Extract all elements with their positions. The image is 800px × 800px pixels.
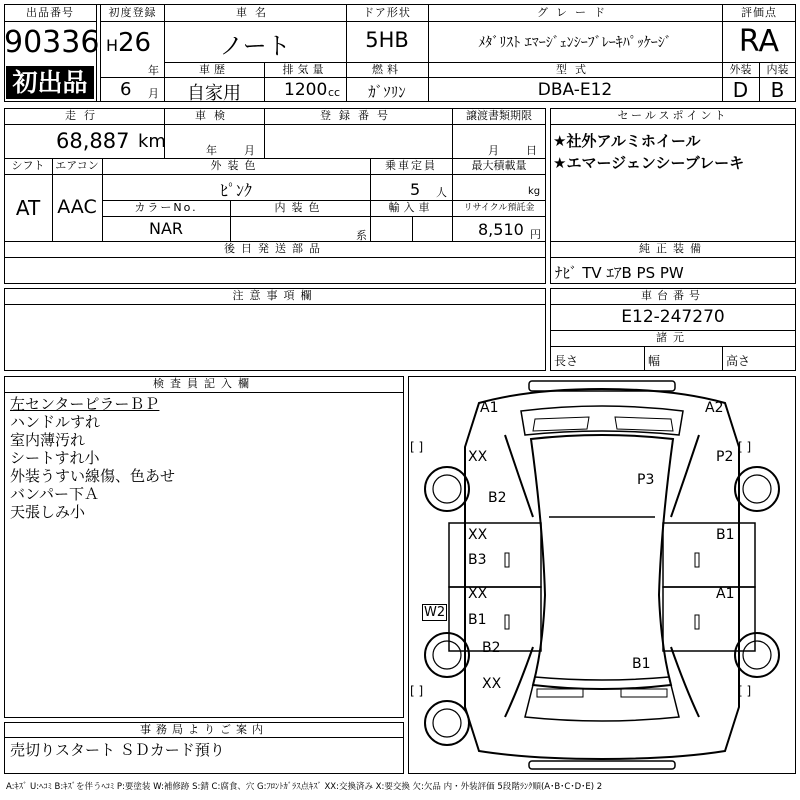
later-parts-label: 後日発送部品: [224, 242, 326, 255]
mark-w2-left-pillar: W2: [424, 605, 446, 620]
transfer-deadline-label: 譲渡書類期限: [466, 109, 532, 122]
chassis-number-label: 車台番号: [641, 289, 705, 302]
interior-label: 内装: [766, 63, 789, 76]
fuel: ｶﾞｿﾘﾝ: [368, 83, 406, 101]
mark-xx-front-left: XX: [468, 449, 488, 465]
shift: AT: [15, 196, 41, 220]
transfer-month-unit: 月: [488, 144, 499, 157]
mileage: 68,887: [56, 129, 130, 153]
capacity-unit: 人: [436, 186, 447, 199]
aircon: AAC: [57, 196, 97, 218]
lot-number-label: 出品番号: [4, 4, 96, 22]
exterior-color: ﾋﾟﾝｸ: [219, 181, 252, 200]
capacity: 5: [410, 180, 421, 199]
first-listing-badge: 初出品: [6, 66, 94, 99]
sales-point-1: ★社外アルミホイール: [553, 132, 701, 150]
transfer-day-unit: 日: [526, 144, 537, 157]
mark-b1-rear: B1: [632, 656, 651, 672]
mileage-unit: km: [138, 131, 166, 152]
score-label: 評価点: [722, 4, 796, 22]
car-name-label: 車名: [164, 4, 346, 22]
mark-xx-rear-left: XX: [482, 676, 502, 692]
office-label: 事務局よりご案内: [140, 723, 268, 736]
mark-b2-rear-left: B2: [482, 640, 501, 656]
capacity-label: 乗車定員: [385, 159, 437, 172]
door-type-label: ドア形状: [346, 4, 428, 22]
sales-point-label: セールスポイント: [617, 109, 729, 122]
score: RA: [738, 24, 780, 59]
standard-equipment: ﾅﾋﾞ TV ｴｱB PS PW: [555, 264, 684, 282]
office-note: 売切りスタート ＳＤカード預り: [10, 741, 225, 759]
year-unit: 年: [148, 64, 159, 77]
inspection-label: 車検: [195, 109, 233, 122]
mark-a1-right-rear-door: A1: [716, 586, 735, 602]
tire-bracket-front-right: [ ]: [738, 440, 752, 454]
interior-color-label: 内装色: [274, 201, 326, 214]
recycle-deposit: 8,510: [478, 220, 524, 239]
shift-label: シフト: [11, 159, 45, 172]
exterior-color-label: 外装色: [210, 159, 262, 172]
length-label: 長さ: [554, 354, 579, 368]
model-label: 型式: [556, 63, 594, 76]
max-load-unit: kg: [528, 186, 541, 197]
mark-p3-hood: P3: [637, 472, 655, 488]
width-label: 幅: [648, 354, 661, 368]
damage-diagram: [408, 376, 796, 774]
recycle-deposit-label: リサイクル預託金: [463, 203, 535, 213]
color-number-label: カラーNo.: [134, 201, 198, 214]
tire-bracket-rear-right: [ ]: [738, 684, 752, 698]
era-label: H: [106, 36, 119, 55]
specs-label: 諸元: [656, 331, 690, 344]
inspector-note-5: 外装うすい線傷、色あせ: [10, 467, 176, 485]
displacement: 1200: [284, 80, 328, 100]
first-registration-label: 初度登録: [100, 4, 164, 22]
inspector-note-2: ハンドルすれ: [10, 413, 101, 431]
inspector-label: 検査員記入欄: [153, 377, 255, 390]
inspector-note-6: バンパー下Ａ: [10, 485, 99, 503]
interior-color-unit: 系: [356, 229, 367, 242]
registration-year: 26: [118, 28, 152, 58]
color-number: NAR: [148, 219, 184, 238]
standard-equipment-label: 純正装備: [639, 242, 707, 255]
inspector-note-4: シートすれ小: [10, 449, 100, 467]
mark-a2-front-right: A2: [705, 400, 724, 416]
inspection-year-unit: 年: [206, 144, 217, 157]
displacement-unit: cc: [328, 86, 341, 99]
chassis-number: E12-247270: [621, 307, 725, 327]
import-label: 輸入車: [388, 201, 434, 214]
inspector-note-3: 室内薄汚れ: [10, 431, 86, 449]
mark-b1-left-rear-door: B1: [468, 612, 487, 628]
mark-a1-front-left: A1: [480, 400, 499, 416]
mark-b3-left-front-door: B3: [468, 552, 487, 568]
tire-bracket-rear-left: [ ]: [410, 684, 424, 698]
sales-point-2: ★エマージェンシーブレーキ: [553, 154, 745, 172]
car-name: ノート: [219, 32, 291, 60]
grade: ﾒﾀﾞﾘｽﾄ ｴﾏｰｼﾞｪﾝｼｰﾌﾞﾚｰｷﾊﾟｯｹｰｼﾞ: [478, 35, 672, 51]
month-unit: 月: [148, 87, 159, 100]
recycle-deposit-unit: 円: [530, 228, 541, 241]
fuel-label: 燃料: [372, 63, 402, 76]
registration-number-label: 登録番号: [320, 109, 396, 122]
inspection-month-unit: 月: [244, 144, 255, 157]
notes-label: 注意事項欄: [232, 289, 318, 302]
grade-label: グレード: [428, 4, 722, 22]
mark-b1-right-front-door: B1: [716, 527, 735, 543]
lot-number: 90336: [4, 25, 100, 60]
interior-score: B: [770, 78, 785, 102]
mark-p2-front-right: P2: [716, 449, 734, 465]
mileage-label: 走行: [65, 109, 103, 122]
height-label: 高さ: [726, 354, 751, 368]
exterior-label: 外装: [729, 63, 752, 76]
inspector-note-7: 天張しみ小: [10, 503, 86, 521]
exterior-score: D: [732, 78, 749, 102]
mark-xx-left-rear-door: XX: [468, 586, 488, 602]
max-load-label: 最大積載量: [471, 159, 527, 172]
registration-month: 6: [120, 79, 132, 100]
history-label: 車歴: [199, 63, 229, 76]
door-type: 5HB: [365, 28, 409, 52]
displacement-label: 排気量: [282, 63, 328, 76]
mark-b2-front-left: B2: [488, 490, 507, 506]
damage-legend: A:ｷｽﾞ U:ﾍｺﾐ B:ｷｽﾞを伴うﾍｺﾐ P:要塗装 W:補修跡 S:錆 C:腐食、穴 G:ﾌﾛﾝﾄｶﾞﾗｽ点ｷｽﾞ XX:交換済み X:要交換 欠:欠品 内・外装評価 5段階ﾗﾝｸ順(A･B･C･D･E) 2: [6, 782, 603, 792]
car-outline-diagram: [409, 377, 795, 773]
aircon-label: エアコン: [55, 159, 99, 172]
inspector-note-1: 左センターピラーＢＰ: [10, 395, 160, 413]
model: DBA-E12: [537, 80, 613, 100]
vehicle-history: 自家用: [187, 83, 241, 104]
tire-bracket-front-left: [ ]: [410, 440, 424, 454]
mark-xx-left-front-door: XX: [468, 527, 488, 543]
